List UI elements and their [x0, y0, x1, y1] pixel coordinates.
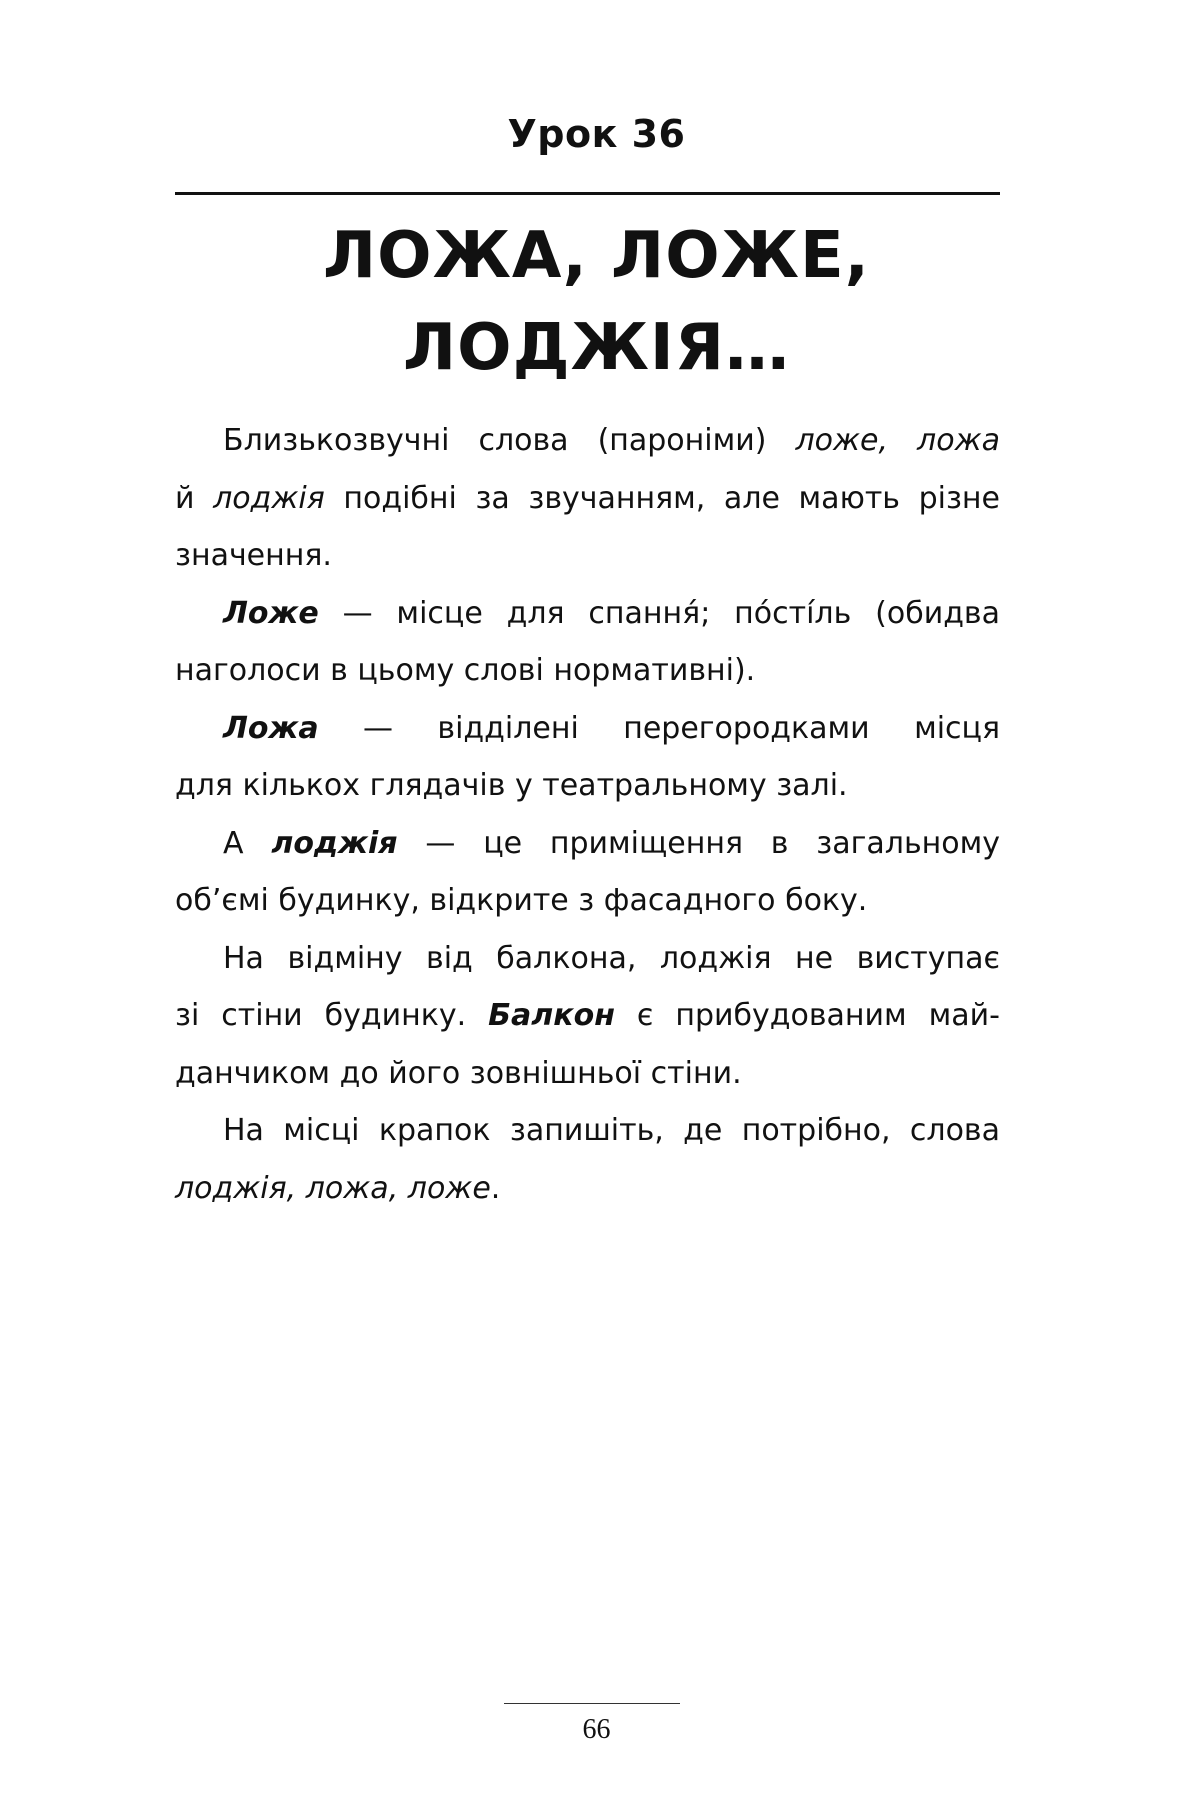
paragraph-balkon [175, 930, 1000, 1103]
page-number: 66 [582, 1714, 611, 1745]
page-title [0, 210, 1193, 394]
text-span: — відділені перегородками місця [318, 710, 1000, 746]
text-line [175, 1160, 1000, 1218]
text-line [175, 412, 1000, 470]
text-span: Близькозвучні слова (пароніми) [223, 423, 796, 458]
title-line-1: ЛОЖА, ЛОЖЕ, [323, 219, 870, 293]
title-line-2: ЛОДЖІЯ… [403, 311, 790, 385]
text-line: На місці крапок запишіть, де потрібно, слова [223, 1113, 1000, 1148]
text-span: є прибудованим май- [614, 998, 1000, 1033]
footer-divider [504, 1703, 680, 1704]
term-lodzhiia: лоджія [271, 825, 398, 861]
term-lozhe: Ложе [223, 595, 319, 631]
text-span: зі стіни будинку. [175, 998, 489, 1033]
lesson-label: Урок 36 [507, 112, 686, 156]
text-span: А [223, 825, 272, 861]
text-span: — це приміщення в загальному [397, 825, 1000, 861]
text-span: . [490, 1170, 501, 1206]
paragraph-task [175, 1102, 1000, 1217]
text-span: — місце для спання́; по́сті́ль (обидва [318, 595, 1000, 631]
text-line [175, 987, 1000, 1045]
text-line: наголоси в цьому слові нормативні). [175, 653, 756, 688]
italic-words: ложе, ложа [795, 423, 1001, 458]
text-line: данчиком до його зовнішньої стіни. [175, 1055, 742, 1091]
title-divider [175, 192, 1000, 195]
text-span: й [175, 480, 214, 516]
text-span: подібні за звучанням, але мають різне [324, 480, 1000, 516]
paragraph-lozha [175, 700, 1000, 815]
lesson-body [175, 412, 1000, 1217]
term-balkon: Балкон [488, 998, 615, 1033]
paragraph-lozhe [175, 585, 1000, 700]
text-line: На відміну від балкона, лоджія не виступає [223, 940, 1000, 976]
text-line [175, 585, 1000, 643]
text-line [175, 470, 1000, 528]
italic-words: лоджія, ложа, ложе [175, 1170, 491, 1206]
paragraph-intro [175, 412, 1000, 585]
italic-word: лоджія [213, 480, 325, 516]
text-line: об’ємі будинку, відкрите з фасадного боку. [175, 883, 868, 918]
text-line [175, 815, 1000, 873]
text-line: для кількох глядачів у театральному залі. [175, 768, 848, 803]
paragraph-lodzhiia [175, 815, 1000, 930]
text-line: значення. [175, 538, 332, 573]
term-lozha: Ложа [223, 710, 319, 746]
text-line [175, 700, 1000, 758]
